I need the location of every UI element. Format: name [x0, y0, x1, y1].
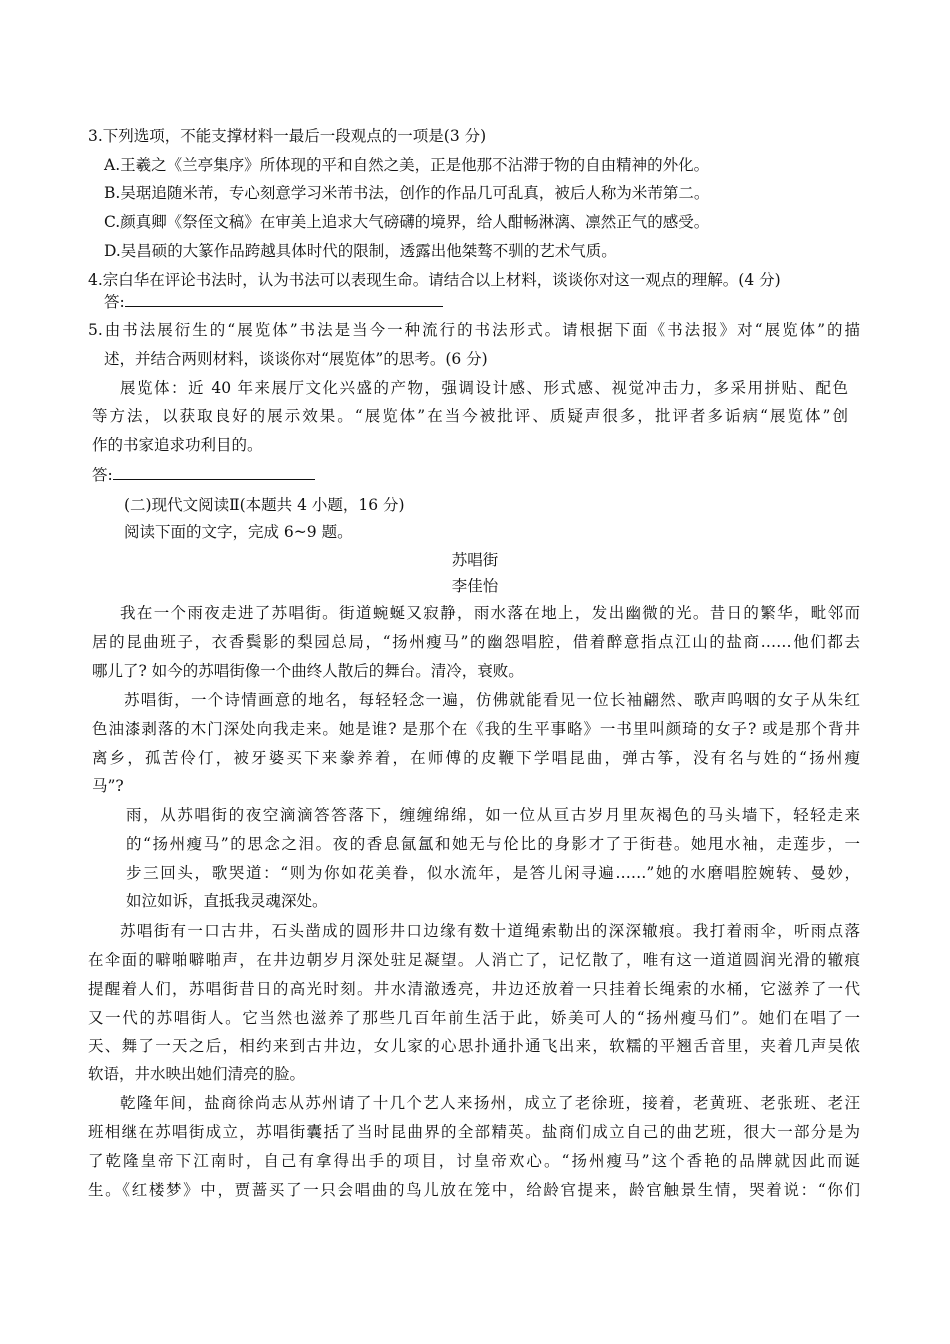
section-instruction: 阅读下面的文字，完成 6~9 题。	[124, 523, 353, 541]
question-5-stem-line-2: 述，并结合两则材料，谈谈你对“展览体”的思考。(6 分)	[104, 350, 488, 368]
article-line: 哪儿了? 如今的苏唱街像一个曲终人散后的舞台。清冷，衰败。	[92, 662, 524, 680]
article-line: 又一代的苏唱街人。它当然也滋养了那些几百年前生活于此，娇美可人的“扬州瘦马们”。她们在唱了一	[88, 1009, 860, 1027]
article-line: 的“扬州瘦马”的思念之泪。夜的香息氤氲和她无与伦比的身影才了于街巷。她甩水袖，走莲步，一	[126, 835, 860, 853]
article-line: 如泣如诉，直抵我灵魂深处。	[126, 892, 328, 910]
article-title: 苏唱街	[451, 551, 499, 569]
article-line: 雨，从苏唱街的夜空滴滴答答落下，缠缠绵绵，如一位从亘古岁月里灰褐色的马头墙下，轻轻走来	[126, 806, 860, 824]
answer-blank[interactable]	[113, 465, 315, 480]
article-line: 了乾隆皇帝下江南时，自己有拿得出手的项目，讨皇帝欢心。“扬州瘦马”这个香艳的品牌就因此而诞	[88, 1152, 860, 1170]
article-line: 乾隆年间，盐商徐尚志从苏州请了十几个艺人来扬州，成立了老徐班，接着，老黄班、老张班、老汪	[120, 1094, 860, 1112]
question-5-quote-line-1: 展览体：近 40 年来展厅文化兴盛的产物，强调设计感、形式感、视觉冲击力，多采用拼贴、配色	[120, 379, 848, 397]
article-line: 苏唱街有一口古井，石头凿成的圆形井口边缘有数十道绳索勒出的深深辙痕。我打着雨伞，听雨点落	[120, 922, 860, 940]
answer-blank[interactable]	[125, 292, 443, 307]
article-line: 马”?	[92, 777, 124, 795]
question-5-answer[interactable]	[92, 465, 315, 485]
article-line: 色油漆剥落的木门深处向我走来。她是谁? 是那个在《我的生平事略》一书里叫颜琦的女子? 或是那个背井	[92, 720, 860, 738]
article-line: 在伞面的噼啪噼啪声，在井边朝岁月深处驻足凝望。人消亡了，记忆散了，唯有这一道道圆润光滑的辙痕	[88, 951, 860, 969]
article-line: 步三回头，歌哭道：“则为你如花美眷，似水流年，是答儿闲寻遍……”她的水磨唱腔婉转、曼妙，	[126, 864, 860, 882]
question-4-answer[interactable]	[104, 292, 443, 312]
article-line: 居的昆曲班子，衣香鬓影的梨园总局，“扬州瘦马”的幽怨唱腔，借着醉意指点江山的盐商……他们都去	[92, 633, 860, 651]
answer-label: 答:	[92, 466, 113, 484]
article-line: 我在一个雨夜走进了苏唱街。街道蜿蜒又寂静，雨水落在地上，发出幽微的光。昔日的繁华，毗邻而	[120, 604, 860, 622]
article-line: 生。《红楼梦》中，贾蔷买了一只会唱曲的鸟儿放在笼中，给龄官提来，龄官触景生情，哭着说：“你们	[88, 1181, 860, 1199]
question-3-stem: 3.下列选项，不能支撑材料一最后一段观点的一项是(3 分)	[88, 127, 487, 145]
article-line: 提醒着人们，苏唱街昔日的高光时刻。井水清澈透亮，井边还放着一只挂着长绳索的水桶，它滋养了一代	[88, 980, 860, 998]
article-line: 软语，井水映出她们清亮的脸。	[88, 1065, 306, 1083]
question-4-stem: 4.宗白华在评论书法时，认为书法可以表现生命。请结合以上材料，谈谈你对这一观点的理解。(4 分)	[88, 271, 781, 289]
article-author: 李佳怡	[451, 577, 499, 595]
question-5-quote-line-3: 作的书家追求功利目的。	[92, 436, 263, 454]
article-line: 苏唱街，一个诗情画意的地名，每轻轻念一遍，仿佛就能看见一位长袖翩然、歌声呜咽的女子从朱红	[124, 691, 860, 709]
question-3-option-a: A.王羲之《兰亭集序》所体现的平和自然之美，正是他那不沾滞于物的自由精神的外化。	[104, 156, 710, 174]
section-heading: (二)现代文阅读Ⅱ(本题共 4 小题，16 分)	[124, 496, 405, 514]
article-line: 天、舞了一天之后，相约来到古井边，女儿家的心思扑通扑通飞出来，软糯的平翘舌音里，夹着几声吴侬	[88, 1037, 860, 1055]
article-line: 离乡，孤苦伶仃，被牙婆买下来豢养着，在师傅的皮鞭下学唱昆曲，弹古筝，没有名与姓的“扬州瘦	[92, 749, 860, 767]
answer-label: 答:	[104, 293, 125, 311]
question-3-option-c: C.颜真卿《祭侄文稿》在审美上追求大气磅礴的境界，给人酣畅淋漓、凛然正气的感受。	[104, 213, 710, 231]
question-5-stem-line-1: 5.由书法展衍生的“展览体”书法是当今一种流行的书法形式。请根据下面《书法报》对“展览体”的描	[88, 321, 860, 339]
article-line: 班相继在苏唱街成立，苏唱街囊括了当时昆曲界的全部精英。盐商们成立自己的曲艺班，很大一部分是为	[88, 1123, 860, 1141]
question-3-option-b: B.吴琚追随米芾，专心刻意学习米芾书法，创作的作品几可乱真，被后人称为米芾第二。	[104, 184, 710, 202]
question-3-option-d: D.吴昌硕的大篆作品跨越具体时代的限制，透露出他桀骜不驯的艺术气质。	[104, 242, 617, 260]
question-5-quote-line-2: 等方法，以获取良好的展示效果。“展览体”在当今被批评、质疑声很多，批评者多诟病“展览体”创	[92, 407, 848, 425]
